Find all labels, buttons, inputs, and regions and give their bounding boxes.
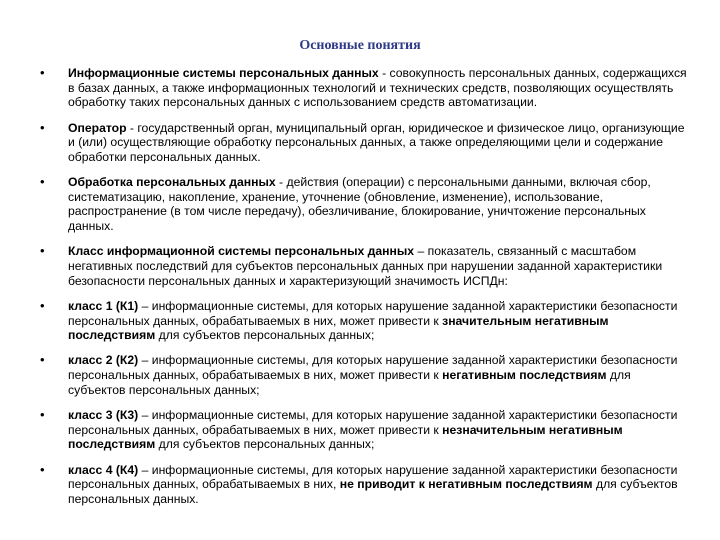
term: Класс информационной системы персональных данных (68, 244, 415, 259)
bullet-item-class-k4 (40, 463, 690, 507)
slide-title: Основные понятия (299, 38, 421, 53)
bullet-icon: • (40, 65, 45, 80)
bullet-item-class-k2 (40, 353, 690, 397)
definition-end: для субъектов персональных данных. (68, 477, 678, 506)
definition: - совокупность персональных данных, содержащихся в базах данных, а также информационных технологий и технических средств, позволяющих осуществлять обработку таких персональных данных с использованием средств автоматизации. (68, 66, 687, 110)
bullet-list (40, 66, 690, 517)
definition: – информационные системы, для которых нарушение заданной характеристики безопасности персональных данных, обрабатываемых в них, может привести к (68, 408, 678, 437)
definition: – информационные системы, для которых нарушение заданной характеристики безопасности персональных данных, обрабатываемых в них, может привести к (68, 353, 678, 383)
term: Оператор (68, 120, 127, 135)
definition: - действия (операции) с персональными данными, включая сбор, систематизацию, накопление, хранение, уточнение (обновление, изменение), использование, распространение (в том числе передачу), обезличивание, блокирование, уничтожение персональных данных. (68, 175, 651, 233)
definition-end: для субъектов персональных данных; (155, 328, 375, 343)
emphasis: значительным негативным последствиям (68, 313, 609, 343)
bullet-item-operator (40, 121, 690, 165)
emphasis: не приводит к негативным последствиям (339, 477, 593, 492)
term: Информационные системы персональных данных (68, 66, 379, 80)
definition-end: для субъектов персональных данных; (68, 368, 631, 397)
bullet-icon: • (40, 174, 45, 190)
term: класс 3 (К3) (68, 408, 139, 423)
bullet-item-class-k3 (40, 408, 690, 452)
bullet-icon: • (40, 243, 45, 259)
definition: – показатель, связанный с масштабом негативных последствий для субъектов персональных данных при нарушении заданной характеристики безопасности персональных данных и характеризующий значимость ИСПДн: (68, 244, 663, 288)
bullet-item-system-class (40, 244, 690, 288)
bullet-icon: • (40, 407, 45, 423)
bullet-item-isp-dn (40, 66, 690, 110)
emphasis: незначительным негативным последствиям (68, 422, 623, 452)
definition: - государственный орган, муниципальный орган, юридическое и физическое лицо, организующие и (или) осуществляющие обработку персональных данных, а также определяющими цели и содержание обработки персональных данных. (68, 120, 685, 164)
bullet-item-class-k1 (40, 299, 690, 343)
term: класс 2 (К2) (68, 353, 139, 368)
emphasis: негативным последствиям (442, 368, 607, 383)
term: класс 1 (К1) (68, 298, 139, 313)
definition-end: для субъектов персональных данных; (155, 437, 375, 452)
bullet-icon: • (40, 119, 45, 135)
bullet-icon: • (40, 352, 45, 368)
bullet-item-processing (40, 175, 690, 233)
bullet-icon: • (40, 297, 45, 313)
term: Обработка персональных данных (68, 175, 276, 190)
term: класс 4 (К4) (68, 462, 139, 477)
bullet-icon: • (40, 461, 45, 477)
definition: – информационные системы, для которых нарушение заданной характеристики безопасности персональных данных, обрабатываемых в них, (68, 462, 678, 492)
definition: – информационные системы, для которых нарушение заданной характеристики безопасности персональных данных, обрабатываемых в них, может привести к (68, 298, 678, 328)
